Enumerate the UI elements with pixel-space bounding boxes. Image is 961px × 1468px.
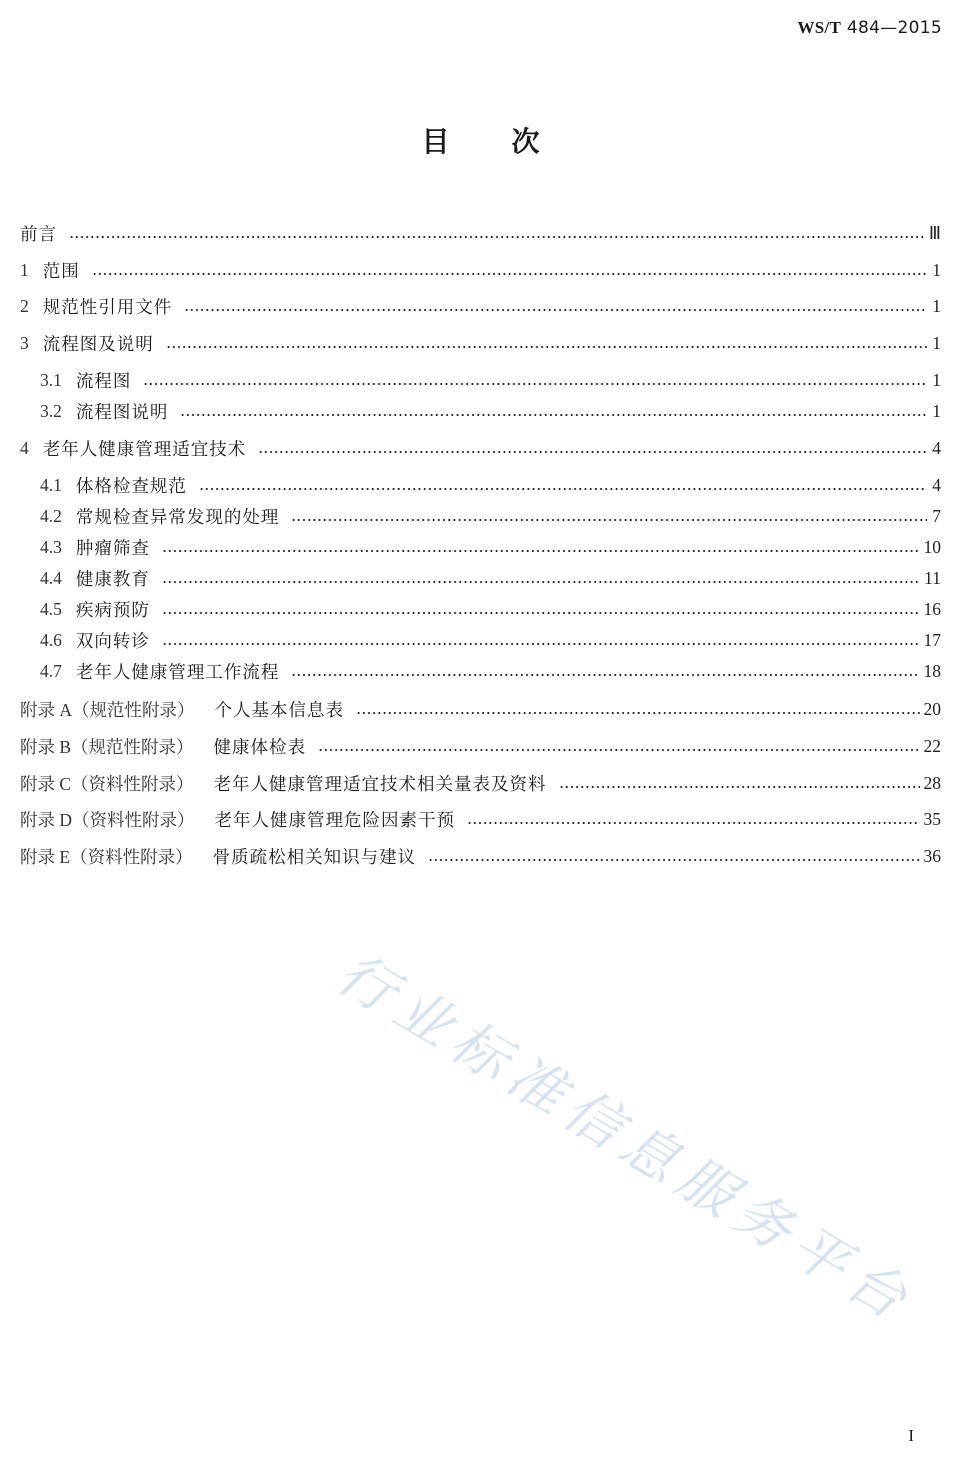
toc-entry-page: 35	[923, 808, 941, 829]
standard-code	[797, 18, 942, 38]
toc-leader-dots	[162, 612, 920, 614]
toc-entry-number: 4.7	[40, 660, 62, 681]
toc-leader-dots	[162, 643, 920, 645]
toc-leader-dots	[162, 550, 920, 552]
toc-leader-dots	[318, 749, 919, 751]
toc-entry-page: 22	[923, 735, 941, 756]
toc-entry[interactable]	[20, 293, 941, 319]
toc-entry[interactable]	[40, 503, 941, 529]
toc-entry-page: 17	[923, 629, 941, 650]
toc-leader-dots	[258, 451, 927, 453]
toc-entry[interactable]	[40, 658, 941, 684]
toc-entry[interactable]	[40, 534, 941, 560]
toc-entry-number: 附录 D（资料性附录）	[20, 809, 195, 830]
toc-entry-title: 个人基本信息表	[214, 700, 345, 721]
standard-number: 484—2015	[846, 18, 942, 38]
toc-entry-page: 36	[923, 845, 941, 866]
toc-entry-title: 双向转诊	[75, 631, 150, 652]
toc-leader-dots	[180, 414, 927, 416]
toc-entry-page: 11	[924, 567, 941, 588]
toc-entry-title: 骨质疏松相关知识与建议	[212, 847, 417, 868]
toc-leader-dots	[199, 488, 927, 490]
toc-entry[interactable]	[20, 806, 941, 832]
toc-entry-title: 老年人健康管理适宜技术	[42, 439, 247, 460]
page-title	[0, 120, 961, 160]
toc-entry-page: 1	[932, 295, 941, 316]
toc-entry[interactable]	[20, 696, 941, 722]
toc-entry-number: 4	[20, 437, 29, 458]
toc-entry-title: 流程图	[75, 371, 132, 392]
toc-entry-number: 3.1	[40, 369, 62, 390]
toc-entry-number: 附录 B（规范性附录）	[20, 736, 194, 757]
toc-leader-dots	[559, 786, 920, 788]
watermark: 行业标准信息服务平台	[325, 940, 926, 1337]
toc-entry-number: 4.2	[40, 505, 62, 526]
toc-entry-number: 4.3	[40, 536, 62, 557]
toc-entry-title: 前言	[20, 224, 57, 245]
toc-entry-title: 老年人健康管理工作流程	[75, 662, 280, 683]
toc-entry-title: 健康教育	[75, 569, 150, 590]
toc-entry-page: 1	[932, 400, 941, 421]
toc-entry-number: 2	[20, 295, 29, 316]
toc-entry-number: 4.4	[40, 567, 62, 588]
toc-leader-dots	[184, 309, 927, 311]
toc-entry-title: 范围	[42, 261, 80, 282]
toc-entry-page: 4	[932, 437, 941, 458]
toc-entry[interactable]	[20, 770, 941, 796]
toc-entry-title: 规范性引用文件	[42, 297, 173, 318]
toc-entry[interactable]	[20, 330, 941, 356]
toc-leader-dots	[428, 859, 919, 861]
toc-entry[interactable]	[20, 435, 941, 461]
toc-entry-number: 4.1	[40, 474, 62, 495]
toc-entry-page: 20	[923, 698, 941, 719]
toc-entry-page: 1	[932, 332, 941, 353]
toc-leader-dots	[143, 383, 927, 385]
toc-leader-dots	[467, 822, 919, 824]
toc-leader-dots	[291, 674, 919, 676]
toc-entry-number: 附录 E（资料性附录）	[20, 846, 193, 867]
toc-entry-number: 3.2	[40, 400, 62, 421]
toc-entry[interactable]	[40, 472, 941, 498]
toc-entry[interactable]	[40, 367, 941, 393]
toc-entry-page: Ⅲ	[928, 222, 941, 243]
toc-leader-dots	[162, 581, 920, 583]
toc-entry-title: 老年人健康管理危险因素干预	[214, 810, 456, 831]
toc-entry[interactable]	[40, 596, 941, 622]
toc-entry[interactable]	[20, 220, 941, 246]
toc-entry-number: 4.6	[40, 629, 62, 650]
standard-org: WS/T	[797, 18, 842, 37]
toc-entry-title: 疾病预防	[75, 600, 150, 621]
toc-entry-page: 10	[923, 536, 941, 557]
toc-entry-page: 7	[932, 505, 941, 526]
toc-entry-page: 28	[923, 772, 941, 793]
toc-entry-number: 附录 A（规范性附录）	[20, 699, 195, 720]
toc-entry[interactable]	[20, 257, 941, 283]
toc-entry-number: 3	[20, 332, 29, 353]
toc-leader-dots	[356, 712, 919, 714]
title-char-1: 目	[421, 125, 450, 158]
toc-leader-dots	[291, 519, 927, 521]
toc-entry-number: 附录 C（资料性附录）	[20, 773, 194, 794]
toc-entry-page: 4	[932, 474, 941, 495]
toc-entry[interactable]	[40, 565, 941, 591]
toc-leader-dots	[92, 273, 927, 275]
toc-entry-title: 肿瘤筛查	[75, 538, 150, 559]
toc-entry[interactable]	[40, 398, 941, 424]
toc-entry-page: 1	[932, 259, 941, 280]
toc-entry-page: 18	[923, 660, 941, 681]
toc-entry-number: 4.5	[40, 598, 62, 619]
toc-entry-title: 流程图说明	[75, 402, 169, 423]
toc-entry-title: 老年人健康管理适宜技术相关量表及资料	[213, 774, 547, 795]
title-char-2: 次	[511, 125, 540, 158]
toc-entry-number: 1	[20, 259, 29, 280]
toc-entry-page: 1	[932, 369, 941, 390]
toc-leader-dots	[69, 236, 925, 238]
toc-entry[interactable]	[20, 843, 941, 869]
toc-entry-title: 常规检查异常发现的处理	[75, 507, 280, 528]
toc-entry[interactable]	[20, 733, 941, 759]
toc-leader-dots	[166, 346, 927, 348]
toc-entry-title: 健康体检表	[213, 737, 307, 758]
page-number: I	[908, 1426, 914, 1445]
toc-entry-title: 体格检查规范	[75, 476, 187, 497]
toc-entry-title: 流程图及说明	[42, 334, 154, 355]
toc-entry-page: 16	[923, 598, 941, 619]
toc-entry[interactable]	[40, 627, 941, 653]
